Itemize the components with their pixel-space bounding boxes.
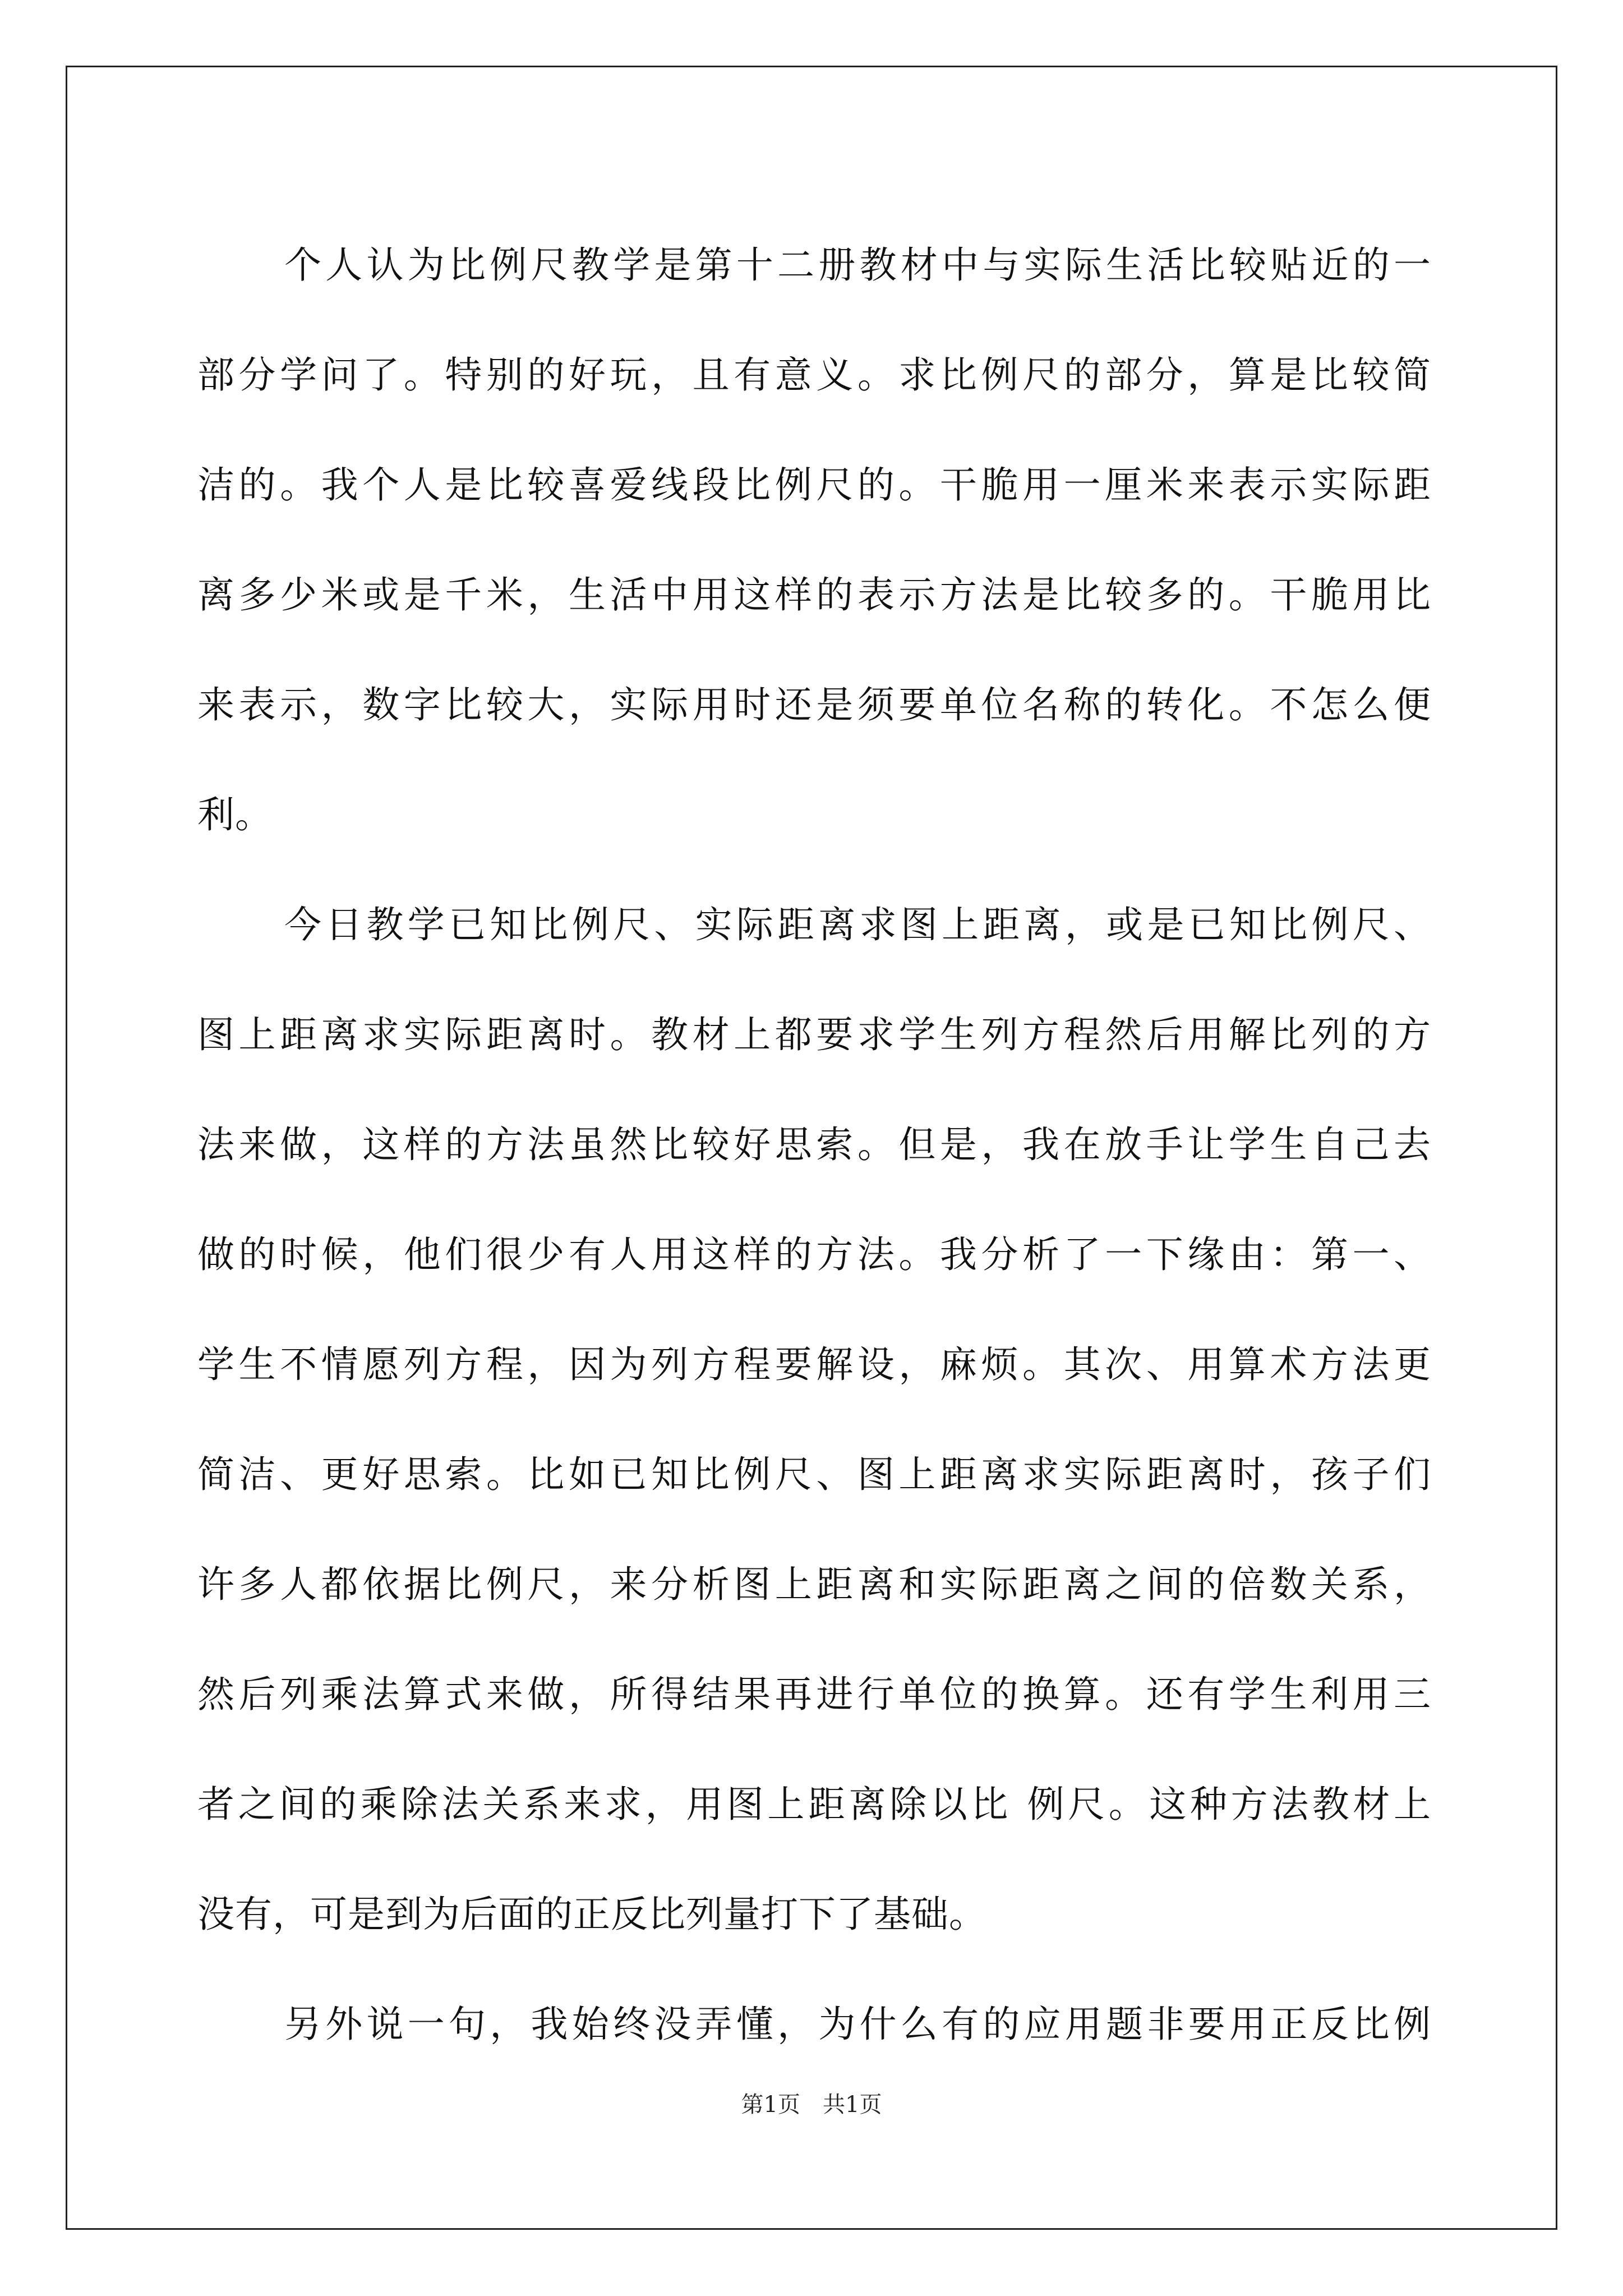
paragraph-line: 利。 bbox=[197, 793, 273, 836]
paragraph-line: 个人认为比例尺教学是第十二册教材中与实际生活比较贴近的一 bbox=[284, 243, 1431, 287]
paragraph-line: 法来做，这样的方法虽然比较好思索。但是，我在放手让学生自己去 bbox=[197, 1123, 1431, 1166]
paragraph-line: 许多人都依据比例尺，来分析图上距离和实际距离之间的倍数关系， bbox=[197, 1563, 1431, 1606]
paragraph-line: 图上距离求实际距离时。教材上都要求学生列方程然后用解比列的方 bbox=[197, 1013, 1431, 1056]
paragraph-line: 没有，可是到为后面的正反比列量打下了基础。 bbox=[197, 1893, 986, 1936]
paragraph-line: 另外说一句，我始终没弄懂，为什么有的应用题非要用正反比例 bbox=[284, 2003, 1431, 2046]
paragraph-line: 部分学问了。特别的好玩，且有意义。求比例尺的部分，算是比较简 bbox=[197, 353, 1431, 397]
paragraph-line: 简洁、更好思索。比如已知比例尺、图上距离求实际距离时，孩子们 bbox=[197, 1453, 1431, 1496]
paragraph-line: 离多少米或是千米，生活中用这样的表示方法是比较多的。干脆用比 bbox=[197, 573, 1431, 616]
paragraph-line: 学生不情愿列方程，因为列方程要解设，麻烦。其次、用算术方法更 bbox=[197, 1343, 1431, 1386]
paragraph-line: 做的时候，他们很少有人用这样的方法。我分析了一下缘由：第一、 bbox=[197, 1233, 1431, 1276]
paragraph-line: 者之间的乘除法关系来求，用图上距离除以比 例尺。这种方法教材上 bbox=[197, 1783, 1431, 1826]
paragraph-line: 来表示，数字比较大，实际用时还是须要单位名称的转化。不怎么便 bbox=[197, 683, 1431, 726]
paragraph-line: 今日教学已知比例尺、实际距离求图上距离，或是已知比例尺、 bbox=[284, 903, 1431, 946]
paragraph-line: 然后列乘法算式来做，所得结果再进行单位的换算。还有学生利用三 bbox=[197, 1673, 1431, 1716]
paragraph-line: 洁的。我个人是比较喜爱线段比例尺的。干脆用一厘米来表示实际距 bbox=[197, 463, 1431, 507]
page-number-footer: 第1页 共1页 bbox=[741, 2092, 882, 2118]
document-body bbox=[197, 210, 1431, 2079]
